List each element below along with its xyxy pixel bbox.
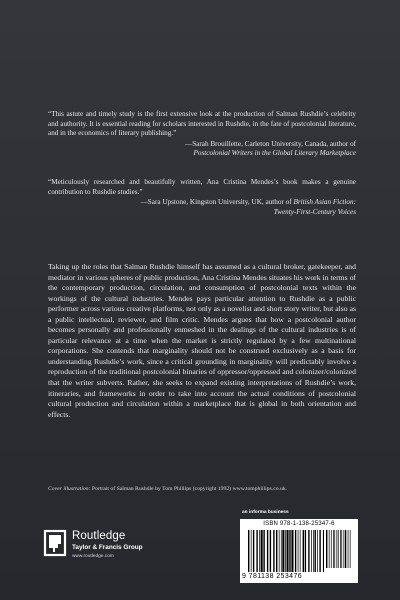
quote-attribution (48, 198, 356, 217)
cover-credit-label: Cover illustration: (48, 486, 91, 492)
ean-barcode-bars (248, 530, 324, 572)
barcode-bar (270, 530, 271, 572)
barcode-bar (251, 530, 252, 572)
isbn-barcode (240, 519, 358, 583)
barcode-bar (276, 530, 277, 572)
barcode-bar (333, 530, 334, 568)
attribution-line: —Sara Upstone, Kingston University, UK, author of (140, 198, 292, 207)
barcode-bar (313, 530, 314, 572)
barcode-bar (329, 530, 330, 568)
barcode-bar (248, 530, 249, 572)
barcode-bar (281, 530, 282, 572)
publisher-logo (42, 526, 162, 576)
endorsement-quote-2 (48, 178, 356, 217)
barcode-bar (345, 530, 346, 568)
barcode-bar (298, 530, 299, 572)
barcode-bar (279, 530, 280, 572)
barcode-bar (344, 530, 345, 568)
barcode-leading-digit: 9 (242, 573, 247, 580)
barcode-bar (303, 530, 304, 572)
quote-text: “This astute and timely study is the first extensive look at the production of Salman Rushdie’s celebrity and authority. It is essential reading for scholars interested in Rushdie, in the fate of postcolonial literature, and in the economics of literary publishing.” (48, 110, 356, 138)
book-description (48, 262, 356, 420)
barcode-bar (287, 530, 289, 572)
barcode-bar (337, 530, 338, 568)
publisher-url: www.routledge.com (72, 554, 114, 559)
barcode-bar (331, 530, 332, 568)
cover-credit-text: Portrait of Salman Rushdie by Tom Phillips (copyright 1992) www.tomphillips.co.uk. (91, 486, 288, 492)
barcode-bar (289, 530, 290, 572)
barcode-bar (311, 530, 312, 572)
barcode-bar (323, 530, 324, 572)
barcode-bar (350, 530, 351, 568)
barcode-bar (348, 530, 349, 568)
barcode-bar (315, 530, 316, 572)
attribution-book-title: Postcolonial Writers in the Global Literary Marketplace (193, 149, 356, 158)
description-text: Taking up the roles that Salman Rushdie himself has assumed as a cultural broker, gatekeeper, and mediator in various spheres of public production, Ana Cristina Mendes situates his work in terms of the contemporary production, circulation, and consumption of postcolonial texts within the workings of the cultural industries. Mendes pays particular attention to Rushdie as a public performer across various creative platforms, not only as a novelist and short story writer, but also as a public intellectual, reviewer, and film critic. Mendes argues that how a postcolonial author becomes personally and professionally enmeshed in the dealings of the cultural industries is of particular relevance at a time when the market is strictly regulated by a few multinational corporations. She contends that marginality should not be construed exclusively as a basis for understanding Rushdie’s work, since a critical grounding in marginality will predictably involve a reproduction of the traditional postcolonial binaries of oppressor/oppressed and colonizer/colonized that the writer subverts. Rather, she seeks to expand existing interpretations of Rushdie’s work, itineraries, and frameworks in order to take into account the actual conditions of postcolonial cultural production and circulation within a marketplace that is global in both orientation and effects. (48, 262, 356, 419)
quote-text: “Meticulously researched and beautifully written, Ana Cristina Mendes’s book makes a genuine contribution to Rushdie studies.” (48, 178, 356, 196)
barcode-bar (338, 530, 339, 568)
barcode-bar (305, 530, 306, 572)
barcode-bar (295, 530, 296, 572)
barcode-bar (319, 530, 320, 572)
barcode-digits (242, 573, 322, 580)
barcode-bar (259, 530, 260, 572)
isbn-label: ISBN 978-1-138-25347-6 (263, 521, 335, 527)
attribution-line: —Sarah Brouillette, Carleton University, Canada, author of (185, 139, 356, 148)
barcode-bar (263, 530, 264, 572)
cover-credit (48, 486, 358, 493)
barcode-bar (267, 530, 268, 572)
barcode-bar (261, 530, 263, 572)
barcode-bar (326, 530, 327, 568)
attribution-book-title-part1: British Asian Fiction: (293, 198, 356, 207)
informa-business-label: an informa business (242, 510, 289, 515)
publisher-name: Routledge (72, 530, 126, 542)
attribution-book-title-part2: Twenty-First-Century Voices (273, 207, 356, 216)
barcode-bar (273, 530, 274, 572)
barcode-bar (340, 530, 341, 568)
barcode-bar (282, 530, 284, 572)
barcode-digit-group-2: 253476 (276, 573, 303, 580)
barcode-bar (308, 530, 309, 572)
publisher-group: Taylor & Francis Group (72, 544, 143, 551)
barcode-bar (291, 530, 293, 572)
barcode-bar (317, 530, 318, 572)
barcode-digit-group-1: 781138 (248, 573, 274, 580)
barcode-bar (334, 530, 335, 568)
barcode-bar (300, 530, 301, 572)
endorsement-quote-1 (48, 110, 356, 159)
quote-attribution (48, 140, 356, 159)
barcode-bar (253, 530, 254, 572)
barcode-bar (256, 530, 257, 572)
barcode-bar (285, 530, 286, 572)
routledge-logo-icon (42, 528, 68, 558)
barcode-bar (341, 530, 342, 568)
price-addon-bars (326, 530, 352, 568)
